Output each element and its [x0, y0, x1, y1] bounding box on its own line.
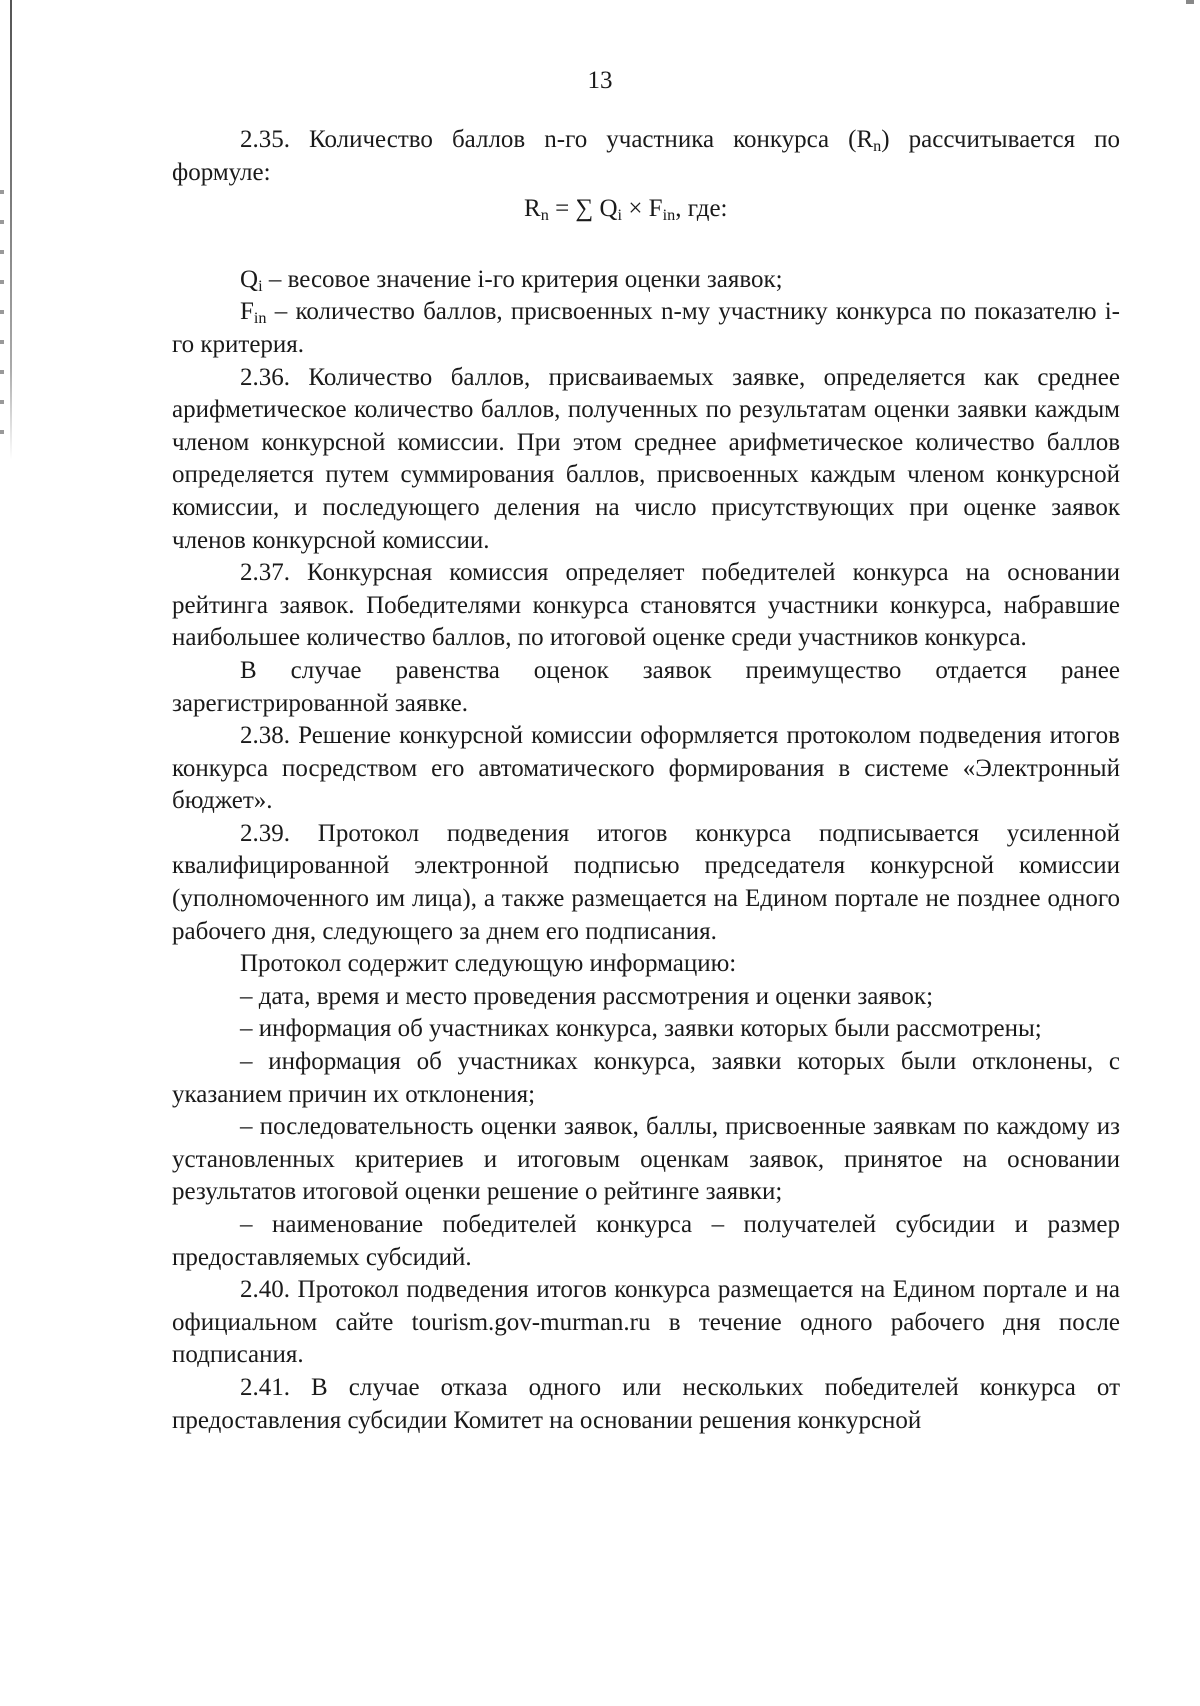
formula-rn: $R_n$ = ∑ $Q_i \times F_{in}$, где: — [524, 195, 728, 225]
page-number: 13 — [587, 67, 613, 94]
paragraph-2-37: 2.37. Конкурсная комиссия определяет победителей конкурса на основании рейтинга заявок. Победителями конкурса становятся участники конкурса, набравшие наибольшее количество баллов, по итоговой оценке среди участников конкурса. — [172, 559, 1120, 652]
list-item-reviewed-participants: – информация об участниках конкурса, заявки которых были рассмотрены; — [240, 1015, 1042, 1043]
list-item-winners: – наименование победителей конкурса – получателей субсидии и размер предоставляемых субсидий. — [172, 1211, 1120, 1271]
scan-corner-mark — [1186, 0, 1194, 4]
paragraph-2-41: 2.41. В случае отказа одного или нескольких победителей конкурса от предоставления субсидии Комитет на основании решения конкурсной — [172, 1373, 1120, 1434]
paragraph-protocol-intro: Протокол содержит следующую информацию: — [240, 950, 737, 978]
scan-edge-marks — [0, 190, 4, 450]
paragraph-2-38: 2.38. Решение конкурсной комиссии оформляется протоколом подведения итогов конкурса посредством его автоматического формирования в системе «Электронный бюджет». — [172, 722, 1120, 815]
definition-fin: $F_{in}$ – количество баллов, присвоенных n-му участнику конкурса по показателю i-го критерия. — [172, 298, 1120, 358]
list-item-evaluation-sequence: – последовательность оценки заявок, баллы, присвоенные заявкам по каждому из установленных критериев и итоговым оценкам заявок, принятое на основании результатов итоговой оценки решение о рейтинге заявки; — [172, 1113, 1120, 1206]
paragraph-2-36: 2.36. Количество баллов, присваиваемых заявке, определяется как среднее арифметическое количество баллов, полученных по результатам оценки заявки каждым членом конкурсной комиссии. При этом среднее арифметическое количество баллов определяется путем суммирования баллов, присвоенных каждым членом конкурсной комиссии, и последующего деления на число присутствующих при оценке заявок членов конкурсной комиссии. — [172, 363, 1120, 554]
paragraph-2-35: 2.35. Количество баллов n-го участника конкурса $(R_n)$ рассчитывается по формуле: — [172, 126, 1120, 186]
paragraph-2-39: 2.39. Протокол подведения итогов конкурса подписывается усиленной квалифицированной электронной подписью председателя конкурсной комиссии (уполномоченного им лица), а также размещается на Едином портале не позднее одного рабочего дня, следующего за днем его подписания. — [172, 819, 1120, 945]
paragraph-2-40: 2.40. Протокол подведения итогов конкурса размещается на Едином портале и на официальном сайте tourism.gov-murman.ru в течение одного рабочего дня после подписания. — [172, 1276, 1120, 1369]
list-item-rejected-participants: – информация об участниках конкурса, заявки которых были отклонены, с указанием причин их отклонения; — [172, 1048, 1120, 1108]
list-item-date-time-place: – дата, время и место проведения рассмотрения и оценки заявок; — [240, 982, 934, 1010]
paragraph-tie-rule: В случае равенства оценок заявок преимущество отдается ранее зарегистрированной заявке. — [172, 656, 1120, 717]
document-body — [172, 124, 1120, 1437]
definition-qi: $Q_i$ – весовое значение i-го критерия оценки заявок; — [240, 265, 783, 295]
